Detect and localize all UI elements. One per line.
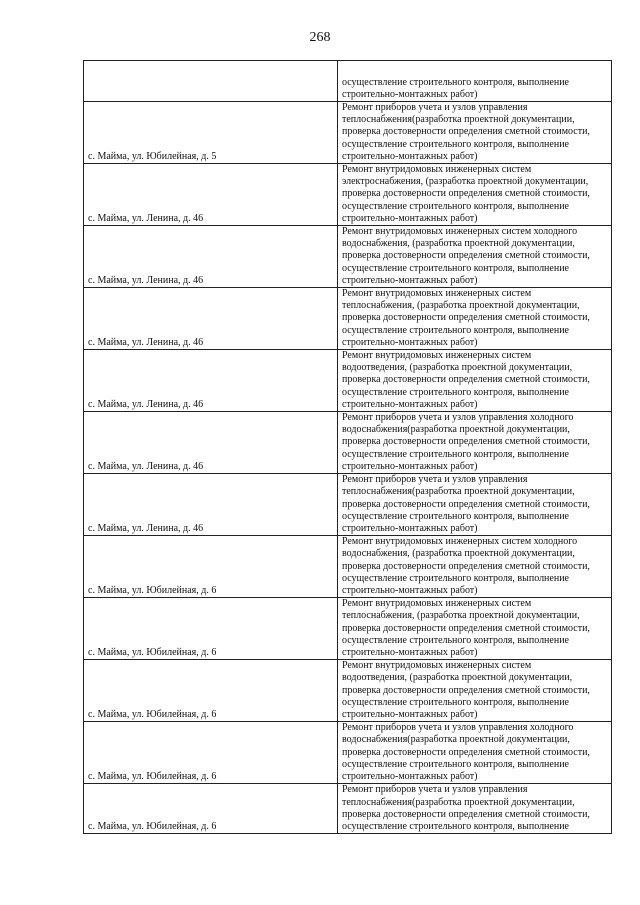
works-table	[83, 60, 612, 834]
work-description-line: теплоснабжения(разработка проектной документации,	[342, 114, 575, 126]
work-description-line: строительно-монтажных работ)	[342, 646, 478, 658]
work-description-line: строительно-монтажных работ)	[342, 212, 478, 224]
work-description-line: осуществление строительного контроля, выполнение	[342, 200, 569, 212]
work-description-line: осуществление строительного контроля, выполнение	[342, 634, 569, 646]
work-description-line: осуществление строительного контроля, выполнение	[342, 696, 569, 708]
work-description-line: проверка достоверности определения сметной стоимости,	[342, 126, 590, 138]
work-description-line: Ремонт приборов учета и узлов управления холодного	[342, 412, 574, 424]
work-description-line: теплоснабжения, (разработка проектной документации,	[342, 300, 580, 312]
work-description-cell	[338, 288, 612, 350]
work-description-cell	[338, 412, 612, 474]
work-description-line: строительно-монтажных работ)	[342, 336, 478, 348]
work-description-line: Ремонт внутридомовых инженерных систем	[342, 350, 532, 362]
work-description-line: водоснабжения, (разработка проектной документации,	[342, 548, 575, 560]
work-description-line: строительно-монтажных работ)	[342, 770, 478, 782]
table-row	[84, 288, 612, 350]
work-description-cell	[338, 598, 612, 660]
work-description-line: проверка достоверности определения сметной стоимости,	[342, 746, 590, 758]
work-description-line: проверка достоверности определения сметной стоимости,	[342, 374, 590, 386]
work-description-line: осуществление строительного контроля, выполнение	[342, 262, 569, 274]
work-description-line: осуществление строительного контроля, выполнение	[342, 448, 569, 460]
work-description-cell	[338, 226, 612, 288]
work-description-line: теплоснабжения, (разработка проектной документации,	[342, 610, 580, 622]
work-description-line: строительно-монтажных работ)	[342, 584, 478, 596]
address-cell: с. Майма, ул. Юбилейная, д. 6	[84, 722, 338, 784]
address-cell: с. Майма, ул. Ленина, д. 46	[84, 164, 338, 226]
table-row	[84, 412, 612, 474]
work-description-cell	[338, 660, 612, 722]
work-description-line: проверка достоверности определения сметной стоимости,	[342, 436, 590, 448]
work-description-line: проверка достоверности определения сметной стоимости,	[342, 808, 590, 820]
page-number: 268	[309, 30, 331, 45]
work-description-line: проверка достоверности определения сметной стоимости,	[342, 622, 590, 634]
work-description-line: осуществление строительного контроля, выполнение	[342, 572, 569, 584]
work-description-line: Ремонт приборов учета и узлов управления	[342, 474, 528, 486]
work-description-line: осуществление строительного контроля, выполнение	[342, 138, 569, 150]
work-description-line: осуществление строительного контроля, выполнение	[342, 324, 569, 336]
address-cell: с. Майма, ул. Ленина, д. 46	[84, 474, 338, 536]
table-row	[84, 164, 612, 226]
work-description-line: проверка достоверности определения сметной стоимости,	[342, 498, 590, 510]
work-description-line: водоотведения, (разработка проектной документации,	[342, 362, 573, 374]
work-description-line: Ремонт внутридомовых инженерных систем	[342, 288, 532, 300]
work-description-line: строительно-монтажных работ)	[342, 150, 478, 162]
table-row	[84, 536, 612, 598]
work-description-line: водоснабжения(разработка проектной документации,	[342, 424, 570, 436]
address-cell: с. Майма, ул. Юбилейная, д. 5	[84, 102, 338, 164]
work-description-line: проверка достоверности определения сметной стоимости,	[342, 250, 590, 262]
address-cell: с. Майма, ул. Ленина, д. 46	[84, 288, 338, 350]
work-description-cell	[338, 350, 612, 412]
address-cell: с. Майма, ул. Ленина, д. 46	[84, 350, 338, 412]
work-description-cell	[338, 102, 612, 164]
work-description-cell	[338, 61, 612, 102]
address-cell: с. Майма, ул. Ленина, д. 46	[84, 226, 338, 288]
work-description-line: водоснабжения, (разработка проектной документации,	[342, 238, 575, 250]
work-description-line: Ремонт внутридомовых инженерных систем холодного	[342, 226, 578, 238]
work-description-line: строительно-монтажных работ)	[342, 398, 478, 410]
work-description-cell	[338, 722, 612, 784]
address-cell: с. Майма, ул. Юбилейная, д. 6	[84, 536, 338, 598]
works-table-body	[84, 61, 612, 834]
work-description-line: Ремонт внутридомовых инженерных систем	[342, 660, 532, 672]
table-row	[84, 784, 612, 834]
table-row	[84, 350, 612, 412]
work-description-line: строительно-монтажных работ)	[342, 274, 478, 286]
work-description-line: теплоснабжения(разработка проектной документации,	[342, 486, 575, 498]
address-cell: с. Майма, ул. Юбилейная, д. 6	[84, 598, 338, 660]
work-description-cell	[338, 784, 612, 834]
work-description-line: проверка достоверности определения сметной стоимости,	[342, 684, 590, 696]
table-row	[84, 474, 612, 536]
work-description-cell	[338, 536, 612, 598]
table-row	[84, 102, 612, 164]
address-cell: с. Майма, ул. Ленина, д. 46	[84, 412, 338, 474]
work-description-line: теплоснабжения(разработка проектной документации,	[342, 796, 575, 808]
work-description-line: Ремонт внутридомовых инженерных систем	[342, 164, 532, 176]
address-cell: с. Майма, ул. Юбилейная, д. 6	[84, 784, 338, 834]
work-description-line: Ремонт внутридомовых инженерных систем холодного	[342, 536, 578, 548]
work-description-cell	[338, 164, 612, 226]
work-description-line: осуществление строительного контроля, выполнение	[342, 758, 569, 770]
table-row	[84, 61, 612, 102]
work-description-line: Ремонт приборов учета и узлов управления	[342, 784, 528, 796]
table-row	[84, 660, 612, 722]
address-cell	[84, 61, 338, 102]
work-description-line: проверка достоверности определения сметной стоимости,	[342, 188, 590, 200]
work-description-line: водоотведения, (разработка проектной документации,	[342, 672, 573, 684]
work-description-line: проверка достоверности определения сметной стоимости,	[342, 312, 590, 324]
work-description-line: Ремонт приборов учета и узлов управления	[342, 102, 528, 113]
work-description-line: осуществление строительного контроля, выполнение	[342, 820, 569, 832]
table-row	[84, 226, 612, 288]
work-description-line: осуществление строительного контроля, выполнение	[342, 510, 569, 522]
work-description-line: осуществление строительного контроля, выполнение	[342, 76, 569, 88]
table-row	[84, 598, 612, 660]
work-description-line: строительно-монтажных работ)	[342, 708, 478, 720]
work-description-line: проверка достоверности определения сметной стоимости,	[342, 560, 590, 572]
work-description-line: Ремонт внутридомовых инженерных систем	[342, 598, 532, 610]
work-description-line: осуществление строительного контроля, выполнение	[342, 386, 569, 398]
work-description-line: водоснабжения(разработка проектной документации,	[342, 734, 570, 746]
work-description-line: строительно-монтажных работ)	[342, 460, 478, 472]
table-row	[84, 722, 612, 784]
work-description-line: строительно-монтажных работ)	[342, 522, 478, 534]
work-description-cell	[338, 474, 612, 536]
address-cell: с. Майма, ул. Юбилейная, д. 6	[84, 660, 338, 722]
work-description-line: электроснабжения, (разработка проектной документации,	[342, 176, 589, 188]
work-description-line: строительно-монтажных работ)	[342, 88, 478, 100]
work-description-line: Ремонт приборов учета и узлов управления холодного	[342, 722, 574, 734]
